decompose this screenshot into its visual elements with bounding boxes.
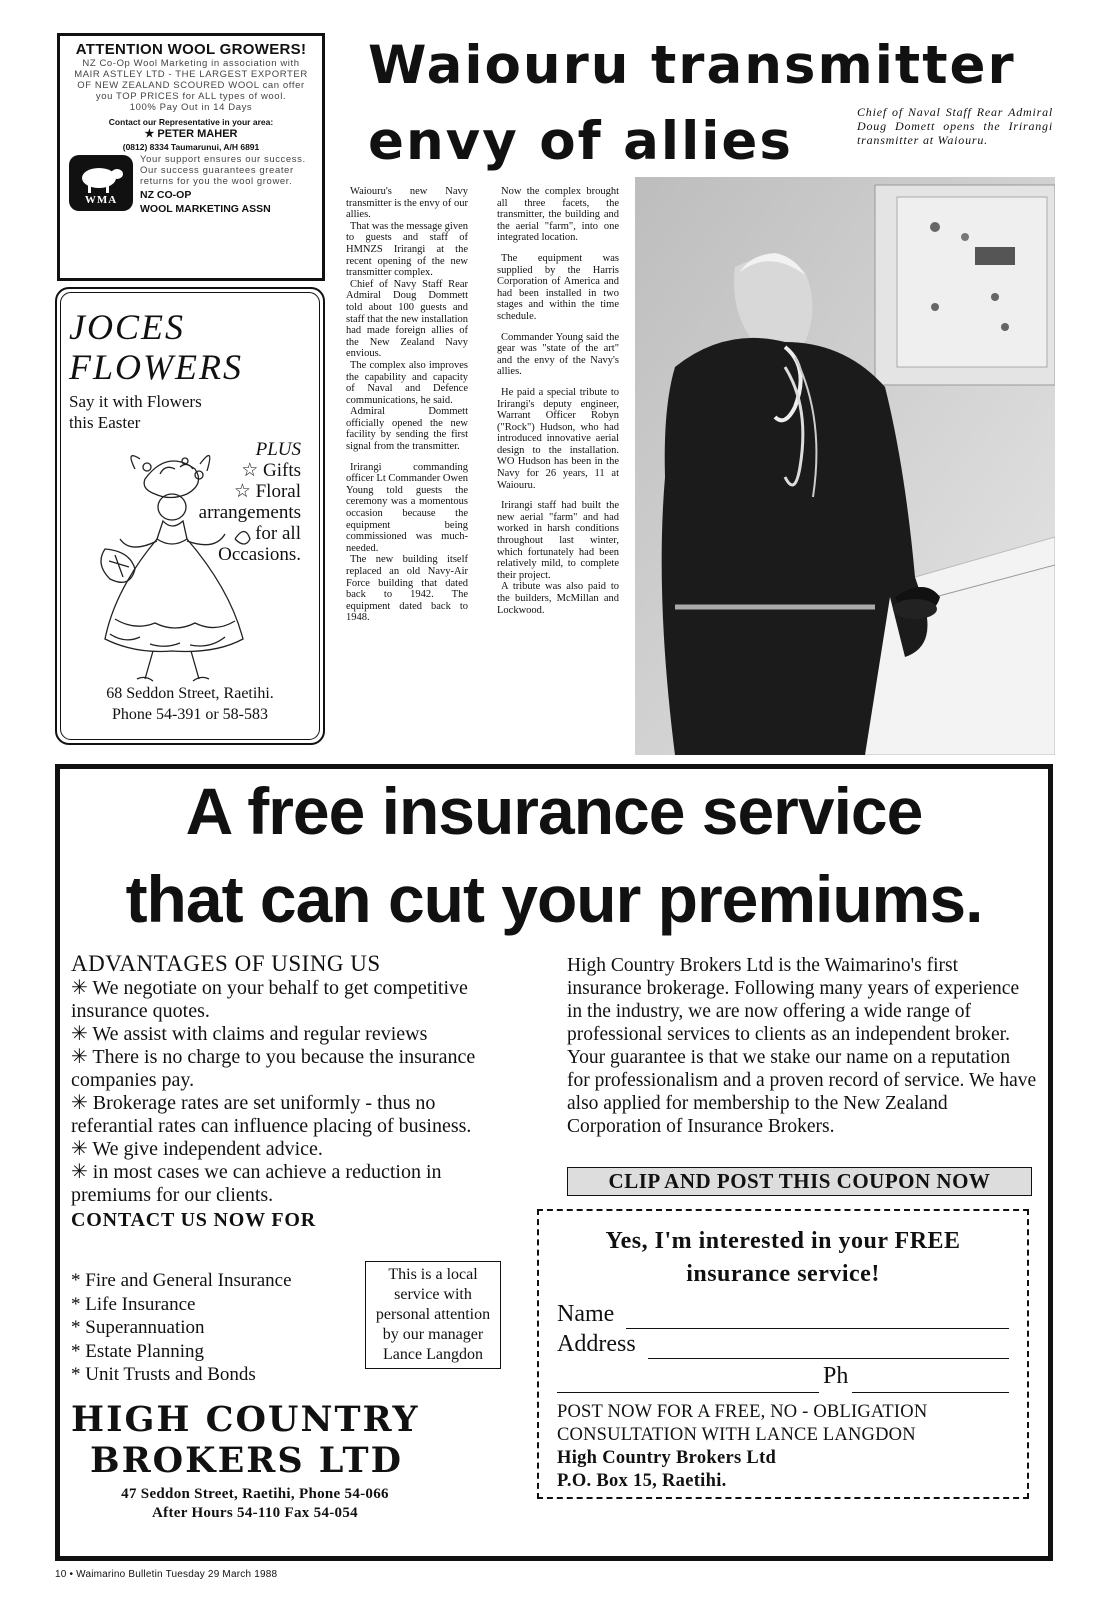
advantages-section [71, 952, 521, 1232]
wool-ad-heading: ATTENTION WOOL GROWERS! [75, 41, 307, 58]
insurance-ad [55, 764, 1053, 1561]
wool-ad-contact-label: Contact our Representative in your area: [108, 117, 274, 127]
wool-ad-intro: NZ Co-Op Wool Marketing in association with MAIR ASTLEY LTD - THE LARGEST EXPORTER OF NEW ZEALAND SCOURED WOOL can offer you TOP PRICES for ALL types of wool. [74, 58, 308, 102]
advantages-heading: ADVANTAGES OF USING US [71, 951, 381, 976]
article-paragraph: Now the complex brought all three facets, the transmitter, the building and the aerial "farm", into one integrated location. [497, 186, 619, 244]
coupon-company: High Country Brokers Ltd [557, 1448, 777, 1468]
page-footer: 10 • Waimarino Bulletin Tuesday 29 March 1988 [55, 1569, 278, 1580]
article-paragraph: Chief of Navy Staff Rear Admiral Doug Dommett told about 100 guests and staff that the new installation had made foreign allies of the New Zealand Navy envious. [346, 278, 468, 360]
flowers-phone: Phone 54-391 or 58-583 [112, 706, 268, 723]
flowers-title-line2: FLOWERS [69, 347, 243, 387]
name-field[interactable] [626, 1309, 1009, 1329]
coupon-address-row [557, 1329, 1009, 1359]
coupon-post-line2: CONSULTATION WITH LANCE LANGDON [557, 1425, 916, 1445]
wool-ad-payout: 100% Pay Out in 14 Days [129, 102, 253, 113]
coupon-name-row [557, 1299, 1009, 1329]
insurance-headline-line2: that can cut your premiums. [125, 862, 983, 936]
article-paragraph: Irirangi commanding officer Lt Commander Owen Young told guests the ceremony was a momentous occasion because the equipment being commissioned was much-needed. [346, 461, 468, 554]
flowers-title-line1: JOCES [69, 307, 185, 347]
headline-line2: envy of allies [368, 111, 793, 172]
wma-logo-text: WMA [84, 194, 118, 206]
flowers-contact [57, 683, 323, 725]
flowers-item: for all [255, 523, 301, 544]
article-paragraph: Waiouru's new Navy transmitter is the envy of our allies. [346, 186, 468, 221]
service-item: * Fire and General Insurance [71, 1270, 292, 1291]
broker-after-hours: After Hours 54-110 Fax 54-054 [152, 1505, 358, 1521]
coupon-form[interactable] [537, 1209, 1029, 1499]
advantage-item: ✳ We assist with claims and regular reviews [71, 1023, 428, 1045]
services-list [71, 1269, 292, 1387]
flowers-item: arrangements [198, 502, 301, 523]
phone-label: Ph [823, 1363, 849, 1389]
service-item: * Life Insurance [71, 1293, 196, 1315]
joces-flowers-ad [55, 287, 325, 745]
about-brokers: High Country Brokers Ltd is the Waimarino's first insurance brokerage. Following many years of experience in the industry, we are now offering a wide range of professional services to clients as an independent broker. Your guarantee is that we stake our name on a reputation for professionalism and a proven record of service. We have also applied for membership to the New Zealand Corporation of Insurance Brokers. [567, 955, 1037, 1137]
flowers-item: ☆ Gifts [241, 460, 301, 481]
clip-coupon-banner: CLIP AND POST THIS COUPON NOW [567, 1167, 1032, 1196]
broker-contact [90, 1485, 420, 1523]
headline-line1: Waiouru transmitter [368, 35, 1016, 96]
flower-girl-illustration-icon [75, 439, 260, 694]
wool-ad-representative: ★ PETER MAHER [144, 128, 238, 140]
advantage-item: ✳ There is no charge to you because the insurance companies pay. [71, 1046, 476, 1091]
photo-caption: Chief of Naval Staff Rear Admiral Doug Domett opens the Irirangi transmitter at Waiouru. [857, 105, 1053, 147]
service-item: * Unit Trusts and Bonds [71, 1364, 256, 1385]
coupon-post-line1: POST NOW FOR A FREE, NO - OBLIGATION [557, 1402, 928, 1422]
insurance-headline-line1: A free insurance service [185, 774, 923, 848]
advantage-item: ✳ Brokerage rates are set uniformly - thus no referantial rates can influence placing of business. [71, 1092, 472, 1137]
coupon-phone-row [557, 1359, 1009, 1393]
brand-line2: BROKERS LTD [90, 1440, 403, 1481]
coupon-po-box: P.O. Box 15, Raetihi. [557, 1471, 727, 1491]
article-paragraph: That was the message given to guests and staff of HMNZS Irirangi at the recent opening of the new transmitter complex. [346, 220, 468, 279]
service-item: * Estate Planning [71, 1340, 204, 1362]
contact-heading: CONTACT US NOW FOR [71, 1209, 316, 1231]
article-column-1 [346, 186, 468, 624]
wool-ad-org-line2: WOOL MARKETING ASSN [140, 203, 271, 215]
article-paragraph: The new building itself replaced an old Navy-Air Force building that dated back to 1942. The equipment dated back to 1948. [346, 554, 468, 624]
coupon-heading-line2: insurance service! [686, 1261, 880, 1287]
flowers-item: ☆ Floral [233, 481, 301, 502]
article-paragraph: He paid a special tribute to Irirangi's deputy engineer, Warrant Officer Robyn ("Rock") Hudson, who had introduced innovative aerial design to the installation. WO Hudson has been in the Navy for 26 years, 11 at Waiouru. [497, 386, 619, 491]
article-paragraph: Irirangi staff had built the new aerial "farm" and had worked in harsh conditions throughout last winter, which fortunately had been relatively mild, to complete their project. [497, 500, 619, 581]
address-field[interactable] [648, 1339, 1009, 1359]
brand-line1: HIGH COUNTRY [71, 1399, 420, 1440]
article-paragraph: The complex also improves the capability and capacity of Naval and Defence communications, he said. [346, 359, 468, 406]
wool-growers-ad [57, 33, 325, 281]
article-paragraph: Commander Young said the gear was "state of the art" and the envy of the Navy's allies. [497, 331, 619, 378]
admiral-photo [635, 177, 1055, 755]
coupon-heading-line1: Yes, I'm interested in your FREE [605, 1228, 961, 1254]
wool-ad-support: Your support ensures our success. Our success guarantees greater returns for you the wool grower. [140, 154, 306, 187]
name-label: Name [557, 1301, 615, 1327]
local-service-box: This is a local service with personal attention by our manager Lance Langdon [365, 1261, 501, 1369]
article-column-2 [497, 186, 619, 616]
advantage-item: ✳ We give independent advice. [71, 1138, 323, 1160]
advantage-item: ✳ in most cases we can achieve a reduction in premiums for our clients. [71, 1161, 442, 1206]
article-paragraph: Admiral Dommett officially opened the new facility by sending the first signal from the transmitter. [346, 406, 468, 453]
service-item: * Superannuation [71, 1317, 205, 1338]
wool-ad-org-line1: NZ CO-OP [140, 189, 192, 201]
wma-sheep-logo-icon [68, 154, 134, 212]
flowers-plus: PLUS [255, 439, 301, 460]
address-label: Address [557, 1331, 636, 1357]
flowers-tagline-line1: Say it with Flowers [69, 392, 202, 411]
article-paragraph: The equipment was supplied by the Harris Corporation of America and had been installed in two stages and within the time schedule. [497, 252, 619, 322]
wool-ad-phone: (0812) 8334 Taumarunui, A/H 6891 [122, 142, 260, 152]
phone-field[interactable] [852, 1371, 1009, 1393]
address-field-line2[interactable] [557, 1371, 819, 1393]
broker-address: 47 Seddon Street, Raetihi, Phone 54-066 [121, 1486, 389, 1502]
article-paragraph: A tribute was also paid to the builders, McMillan and Lockwood. [497, 581, 619, 616]
flowers-item: Occasions. [218, 544, 301, 565]
wool-ad-footer [68, 154, 314, 215]
flowers-tagline-line2: this Easter [69, 413, 141, 432]
article-headline [368, 28, 1038, 180]
flowers-address: 68 Seddon Street, Raetihi. [106, 685, 274, 702]
advantage-item: ✳ We negotiate on your behalf to get competitive insurance quotes. [71, 977, 468, 1022]
